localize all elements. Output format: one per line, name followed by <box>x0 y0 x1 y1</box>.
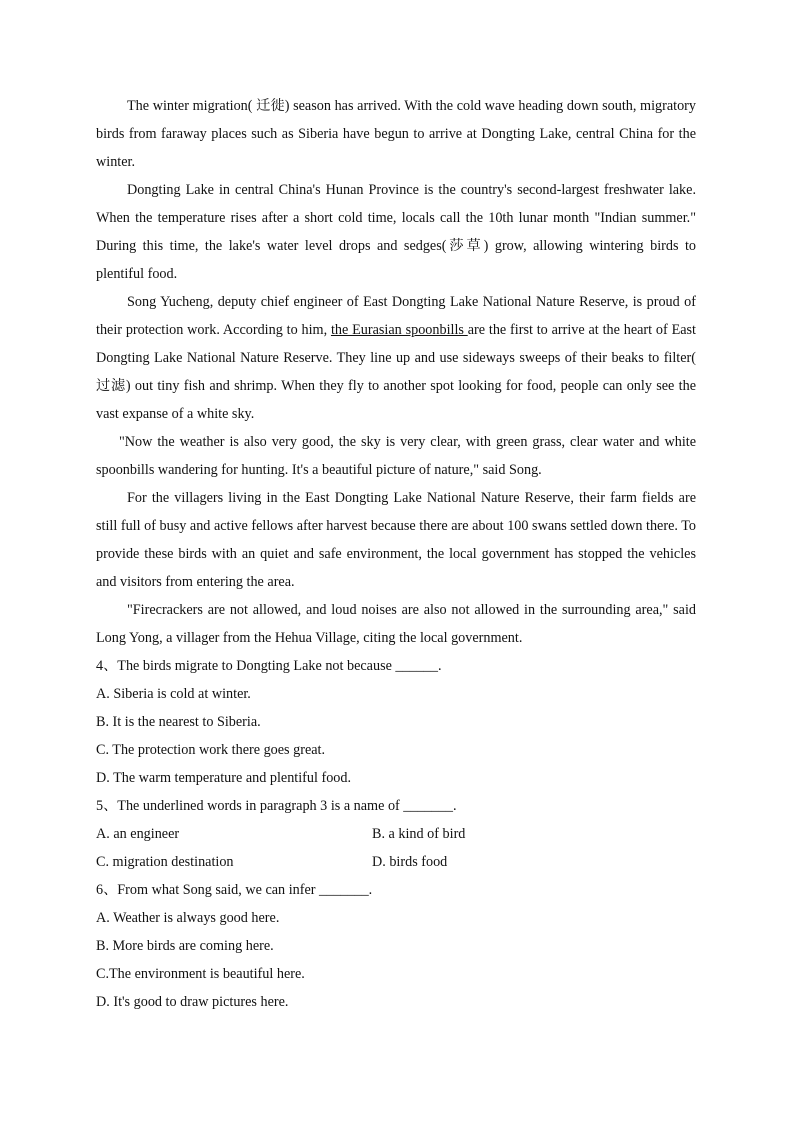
paragraph-3-text-before: Song Yucheng, deputy chief engineer of East Dongting Lake National Nature Reserve, is proud of their protection work. According to him, <box>96 294 696 338</box>
passage-paragraph-1: The winter migration( 迁徙) season has arrived. With the cold wave heading down south, migratory birds from faraway places such as Siberia have begun to arrive at Dongting Lake, central China for the winter. <box>96 98 696 170</box>
paragraph-3-text-after: are the first to arrive at the heart of East Dongting Lake National Nature Reserve. They line up and use sideways sweeps of their beaks to filter( 过滤) out tiny fish and shrimp. When they fly to another spot looking for food, people can only see the vast expanse of a white sky. <box>96 322 696 422</box>
question-stem: 5、The underlined words in paragraph 3 is a name of _______. <box>96 798 457 814</box>
option-b: B. It is the nearest to Siberia. <box>96 714 261 730</box>
option-a: A. an engineer <box>96 826 180 842</box>
passage-paragraph-2: Dongting Lake in central China's Hunan Province is the country's second-largest freshwater lake. When the temperature rises after a short cold time, locals call the 10th lunar month "Indian summer." During this time, the lake's water level drops and sedges(莎草) grow, allowing wintering birds to plentiful food. <box>96 182 696 282</box>
option-c: C. The protection work there goes great. <box>96 742 326 758</box>
question-6 <box>96 876 696 1016</box>
document-page <box>96 92 696 1016</box>
question-4 <box>96 652 696 792</box>
passage-paragraph-6: "Firecrackers are not allowed, and loud noises are also not allowed in the surrounding area," said Long Yong, a villager from the Hehua Village, citing the local government. <box>96 602 696 646</box>
option-c: C.The environment is beautiful here. <box>96 966 305 982</box>
option-a: A. Siberia is cold at winter. <box>96 686 251 702</box>
question-stem: 4、The birds migrate to Dongting Lake not because ______. <box>96 658 442 674</box>
option-row <box>96 820 696 848</box>
passage-paragraph-5: For the villagers living in the East Dongting Lake National Nature Reserve, their farm fields are still full of busy and active fellows after harvest because there are about 100 swans settled down there. To provide these birds with an quiet and safe environment, the local government has stopped the vehicles and visitors from entering the area. <box>96 490 696 590</box>
passage-paragraph-3 <box>96 288 696 428</box>
option-b: B. More birds are coming here. <box>96 938 274 954</box>
option-d: D. The warm temperature and plentiful food. <box>96 770 352 786</box>
question-5 <box>96 792 696 876</box>
passage-paragraph-4: "Now the weather is also very good, the sky is very clear, with green grass, clear water and white spoonbills wandering for hunting. It's a beautiful picture of nature," said Song. <box>96 434 696 478</box>
underlined-phrase: the Eurasian spoonbills <box>330 322 468 338</box>
option-d: D. It's good to draw pictures here. <box>96 994 289 1010</box>
option-b: B. a kind of bird <box>372 826 466 842</box>
option-d: D. birds food <box>372 854 448 870</box>
option-c: C. migration destination <box>96 854 234 870</box>
option-row <box>96 848 696 876</box>
question-stem: 6、From what Song said, we can infer _______. <box>96 882 373 898</box>
option-a: A. Weather is always good here. <box>96 910 280 926</box>
